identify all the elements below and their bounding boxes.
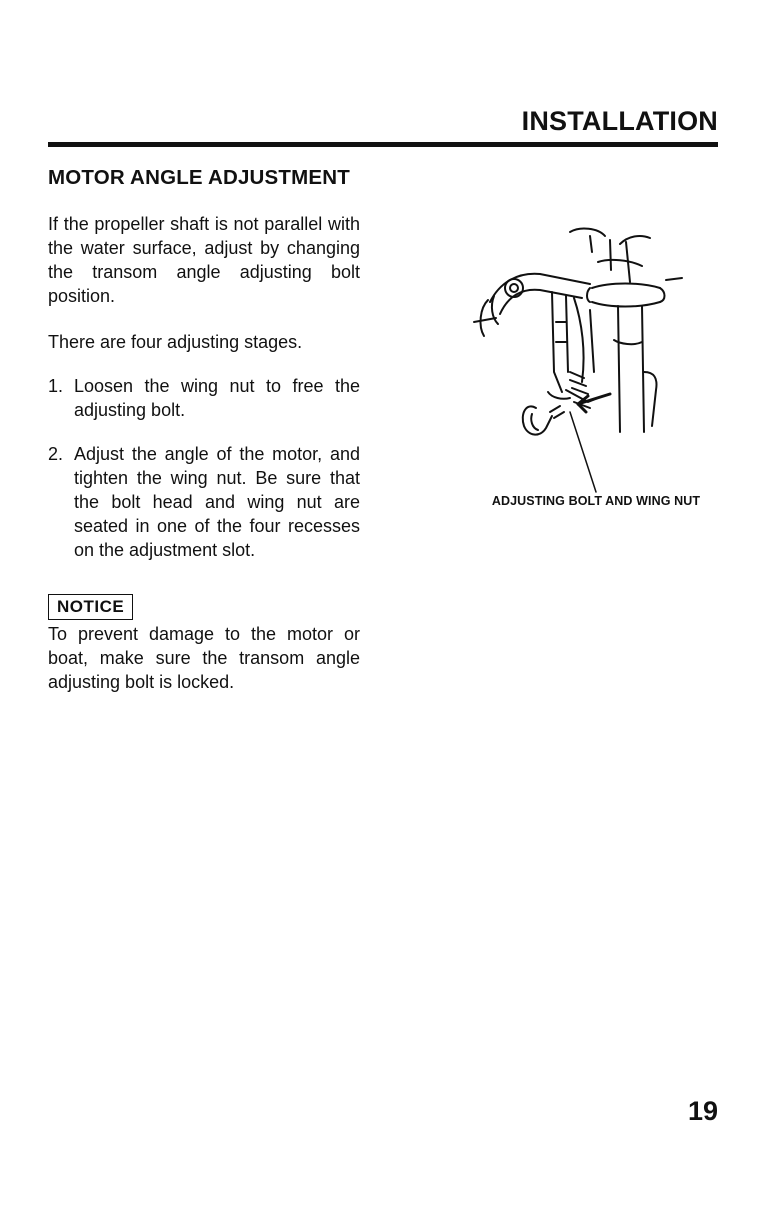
steps-list xyxy=(48,374,360,562)
notice-text: To prevent damage to the motor or boat, make sure the transom angle adjusting bolt is locked. xyxy=(48,624,360,692)
stages-note: There are four adjusting stages. xyxy=(48,332,303,352)
page-header-title: INSTALLATION xyxy=(521,106,718,136)
step-number: 2. xyxy=(48,444,64,464)
step-text: Adjust the angle of the motor, and tighten the wing nut. Be sure that the bolt head and wing nut are seated in one of the four recesses on the adjustment slot. xyxy=(74,444,360,560)
left-column xyxy=(48,212,360,694)
notice-badge: NOTICE xyxy=(48,594,133,620)
step-item xyxy=(48,374,360,422)
page-number: 19 xyxy=(687,1096,718,1126)
step-text: Loosen the wing nut to free the adjusting bolt. xyxy=(74,376,360,420)
step-item xyxy=(48,442,360,562)
bracket-illustration xyxy=(470,222,700,494)
header-rule xyxy=(48,142,718,147)
section-heading: MOTOR ANGLE ADJUSTMENT xyxy=(48,166,351,189)
step-number: 1. xyxy=(48,376,64,396)
figure-caption: ADJUSTING BOLT AND WING NUT xyxy=(491,494,701,508)
intro-paragraph: If the propeller shaft is not parallel with the water surface, adjust by changing the transom angle adjusting bolt position. xyxy=(48,214,360,306)
